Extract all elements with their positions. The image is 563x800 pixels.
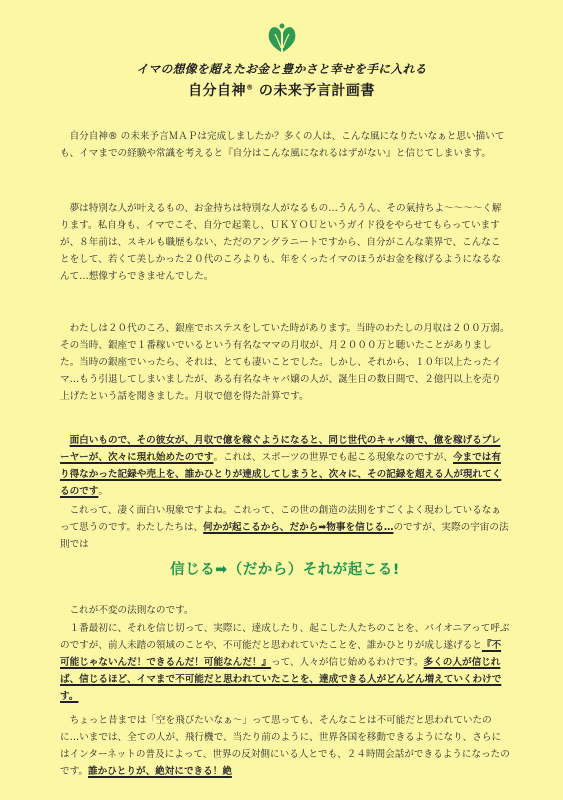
- highlight-heading: 信じる➡（だから）それが起こる!: [170, 562, 400, 578]
- page-title: 自分自神® の未来予言計画書: [188, 83, 375, 99]
- paragraph-7: １番最初に、それを信じ切って、実際に、達成したり、起こした人たちのことを、パイオニアって呼ぶのですが、前人未踏の領域のことや、不可能だと思われていたことを、誰かひとりが成し遂げると『不可能じゃないんだ！できるんだ！可能なんだ！』って、人々が信じ始めるわけです。多くの人が信じれば、信じるほど、イマまで不可能だと思われていたことを、達成できる人がどんどん増えていくわけです。: [60, 623, 510, 702]
- paragraph-6: これが不変の法則なのです。: [69, 605, 194, 616]
- paragraph-2: 夢は特別な人が叶えるもの、お金持ちは特別な人がなるもの…うんうん、その氣持ちよ～～～～く解ります。私自身も、イマでこそ、自分で起業し、ＵＫＹＯＵというガイド役をやらせてもらっていますが、８年前は、スキルも職歴もない、ただのアングラニートですから、自分がこんな業界で、こんなことをして、若くて美しかった２０代のころよりも、年をくったイマのほうがお金を稼げるようになるなんて…想像すらできませんでした。: [60, 203, 502, 282]
- paragraph-3: わたしは２０代のころ、銀座でホステスをしていた時があります。当時のわたしの月収は２００万弱。その当時、銀座で１番稼いでいるという有名なママの月収が、月２０００万と聴いたことがありました。当時の銀座でいったら、それは、とても凄いことでした。しかし、それから、１０年以上たったイマ…もう引退してしまいましたが、ある有名なキャバ嬢の人が、誕生日の数日間で、２億円以上を売り上げたという話を聞きました。月収で億を得た計算です。: [60, 323, 510, 402]
- paragraph-5: これって、凄く面白い現象ですよね。これって、この世の創造の法則をすごくよく現わしているなぁって思うのです。わたしたちは、何かが起こるから、だから➡物事を信じる…のですが、実際の宇宙の法則では: [60, 505, 509, 550]
- paragraph-1: 自分自神® の未来予言ＭＡＰは完成しましたか？多くの人は、こんな風になりたいなぁと思い描いても、イマまでの経験や常識を考えると『自分はこんな風になれるはずがない』と信じてしまいます。: [60, 131, 505, 159]
- paragraph-8: ちょっと昔までは「空を飛びたいなぁ～」って思っても、そんなことは不可能だと思われていたのに…いまでは、全ての人が、飛行機で、当たり前のように、世界各国を移動できるようになり、さらにはインターネットの普及によって、世界の反対側にいる人とでも、２４時間会話ができるようになったのです。誰かひとりが、絶対にできる！絶: [60, 715, 510, 777]
- two-leaf-heart-icon: [265, 22, 299, 56]
- page-subtitle: イマの想像を超えたお金と豊かさと幸せを手に入れる: [136, 62, 427, 76]
- paragraph-4: 面白いもので、その彼女が、月収で億を稼ぐようになると、同じ世代のキャバ嬢で、億を稼げるプレーヤーが、次々に現れ始めたのです。これは、スポーツの世界でも起こる現象なのですが、今までは有り得なかった記録や売上を、誰かひとりが達成してしまうと、次々に、その記録を超える人が現れてくるのです。: [60, 435, 502, 497]
